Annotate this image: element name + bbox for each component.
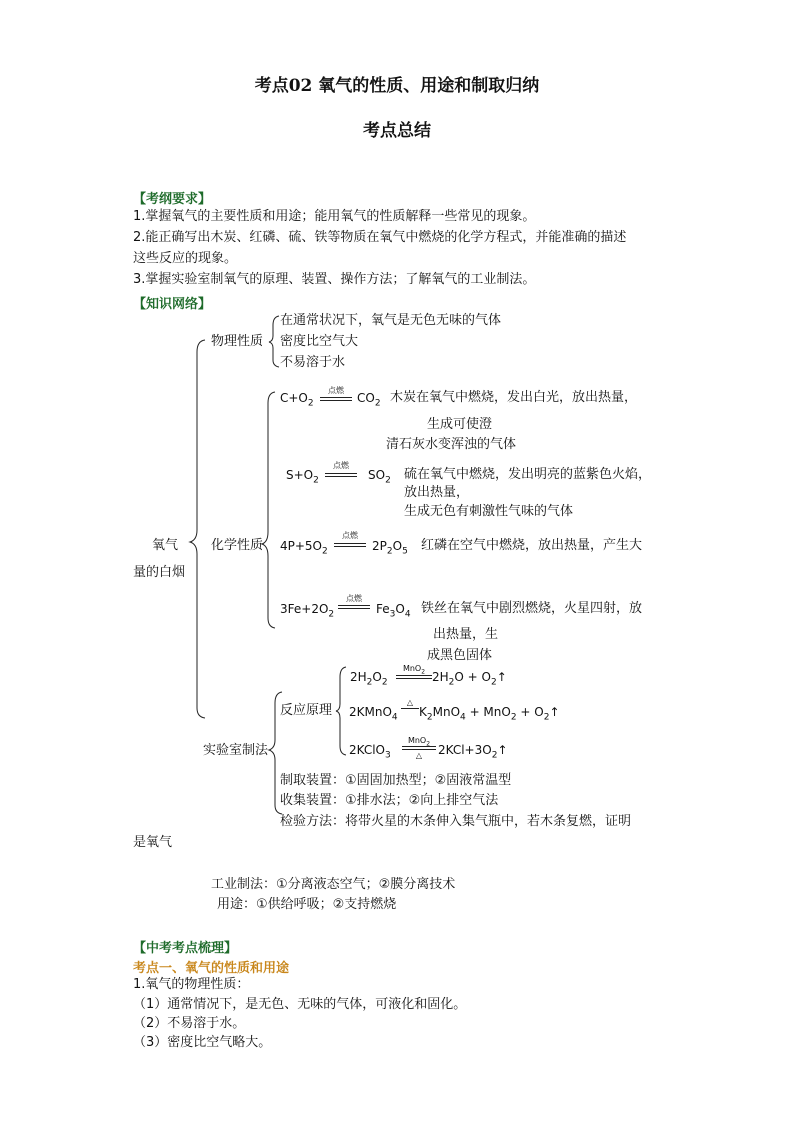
collection-text: 收集装置：①排水法；②向上排空气法 xyxy=(280,793,499,808)
phosphorus-equation-right: $2P_2O_5$ xyxy=(372,539,408,557)
carbon-description: 清石灰水变浑浊的气体 xyxy=(386,437,517,452)
syllabus-item: 1.掌握氧气的主要性质和用途；能用氧气的性质解释一些常见的现象。 xyxy=(133,209,536,224)
syllabus-item: 3.掌握实验室制氧气的原理、装置、操作方法；了解氧气的工业制法。 xyxy=(133,272,536,287)
carbon-equation-left: $C+O_2$ xyxy=(280,391,314,409)
usage-text: 用途：①供给呼吸；②支持燃烧 xyxy=(217,897,397,912)
sulfur-description: 放出热量， xyxy=(404,485,470,500)
sulfur-condition: 点燃 xyxy=(333,461,349,470)
physical-item: 密度比空气大 xyxy=(280,334,359,349)
carbon-equation-right: $CO_2$ xyxy=(357,391,381,409)
kclo3-equation-left: 2KClO$_3$ xyxy=(349,743,391,761)
root-oxygen-label: 氧气 xyxy=(152,538,179,553)
iron-equation-left: $3Fe+2O_2$ xyxy=(280,602,335,620)
physical-title: 1.氧气的物理性质： xyxy=(133,977,250,992)
kclo3-equation-right: $2KCl+3O_2↑$ xyxy=(438,743,508,761)
h2o2-equation-left: $2H_2O_2$ xyxy=(350,670,388,688)
review-item: （3）密度比空气略大。 xyxy=(133,1035,272,1050)
sulfur-equation-left: $S+O_2$ xyxy=(286,468,319,486)
iron-equation-right: $Fe_3O_4$ xyxy=(376,602,411,620)
reaction-principle-label: 反应原理 xyxy=(280,703,333,718)
h2o2-equation-right: $2H_2O$ + $O_2↑$ xyxy=(432,670,507,688)
phosphorus-description: 红磷在空气中燃烧，放出热量，产生大 xyxy=(421,538,643,553)
equals-sign xyxy=(338,605,370,609)
syllabus-item: 2.能正确写出木炭、红磷、硫、铁等物质在氧气中燃烧的化学方程式，并能准确的描述 xyxy=(133,230,627,245)
equals-sign xyxy=(320,397,352,401)
equals-sign xyxy=(334,543,366,547)
carbon-description: 生成可使澄 xyxy=(427,417,493,432)
iron-description: 成黑色固体 xyxy=(427,648,493,663)
iron-condition: 点燃 xyxy=(346,594,362,603)
equals-sign xyxy=(402,746,436,750)
kclo3-catalyst: MnO$_2$ xyxy=(407,736,431,748)
kmno4-equation-right: $K_2MnO_4 + MnO_2$ + $O_2↑$ xyxy=(419,705,560,723)
physical-item: 不易溶于水 xyxy=(280,355,346,370)
carbon-condition: 点燃 xyxy=(328,386,344,395)
page-subtitle: 考点总结 xyxy=(363,121,431,141)
physical-item: 在通常状况下，氧气是无色无味的气体 xyxy=(280,313,502,328)
phosphorus-condition: 点燃 xyxy=(342,531,358,540)
sulfur-description: 生成无色有刺激性气味的气体 xyxy=(404,504,574,519)
root-smoke-text: 量的白烟 xyxy=(133,565,186,580)
chemical-properties-label: 化学性质 xyxy=(211,538,264,553)
review-item: （2）不易溶于水。 xyxy=(133,1016,246,1031)
syllabus-header: 【考纲要求】 xyxy=(133,192,212,207)
page-title: 考点02 氧气的性质、用途和制取归纳 xyxy=(254,76,540,96)
test-method-text: 是氧气 xyxy=(133,835,173,850)
equals-sign xyxy=(325,473,357,477)
apparatus-text: 制取装置：①固固加热型；②固液常温型 xyxy=(280,773,512,788)
kmno4-equation-left: 2KMnO$_4$ xyxy=(349,705,398,723)
h2o2-catalyst: MnO$_2$ xyxy=(402,664,426,676)
point1-heading: 考点一、氧气的性质和用途 xyxy=(133,961,290,976)
kclo3-heat: △ xyxy=(415,751,423,760)
iron-description: 铁丝在氧气中剧烈燃烧，火星四射，放 xyxy=(421,601,643,616)
industrial-method-text: 工业制法：①分离液态空气；②膜分离技术 xyxy=(211,877,456,892)
sulfur-description: 硫在氧气中燃烧，发出明亮的蓝紫色火焰， xyxy=(404,467,652,482)
reaction-arrow xyxy=(401,708,419,709)
lab-preparation-label: 实验室制法 xyxy=(203,743,269,758)
carbon-description: 木炭在氧气中燃烧，发出白光，放出热量， xyxy=(390,390,638,405)
network-header: 【知识网络】 xyxy=(133,297,212,312)
test-method-text: 检验方法：将带火星的木条伸入集气瓶中，若木条复燃，证明 xyxy=(280,814,632,829)
iron-description: 出热量，生 xyxy=(433,627,499,642)
sulfur-equation-right: $SO_2$ xyxy=(368,468,391,486)
physical-properties-label: 物理性质 xyxy=(211,334,264,349)
syllabus-item: 这些反应的现象。 xyxy=(133,251,238,266)
equals-sign xyxy=(396,675,432,679)
kmno4-condition: △ xyxy=(406,698,414,707)
phosphorus-equation-left: $4P+5O_2$ xyxy=(280,539,328,557)
review-header: 【中考考点梳理】 xyxy=(133,941,238,956)
review-item: （1）通常情况下，是无色、无味的气体，可液化和固化。 xyxy=(133,997,467,1012)
